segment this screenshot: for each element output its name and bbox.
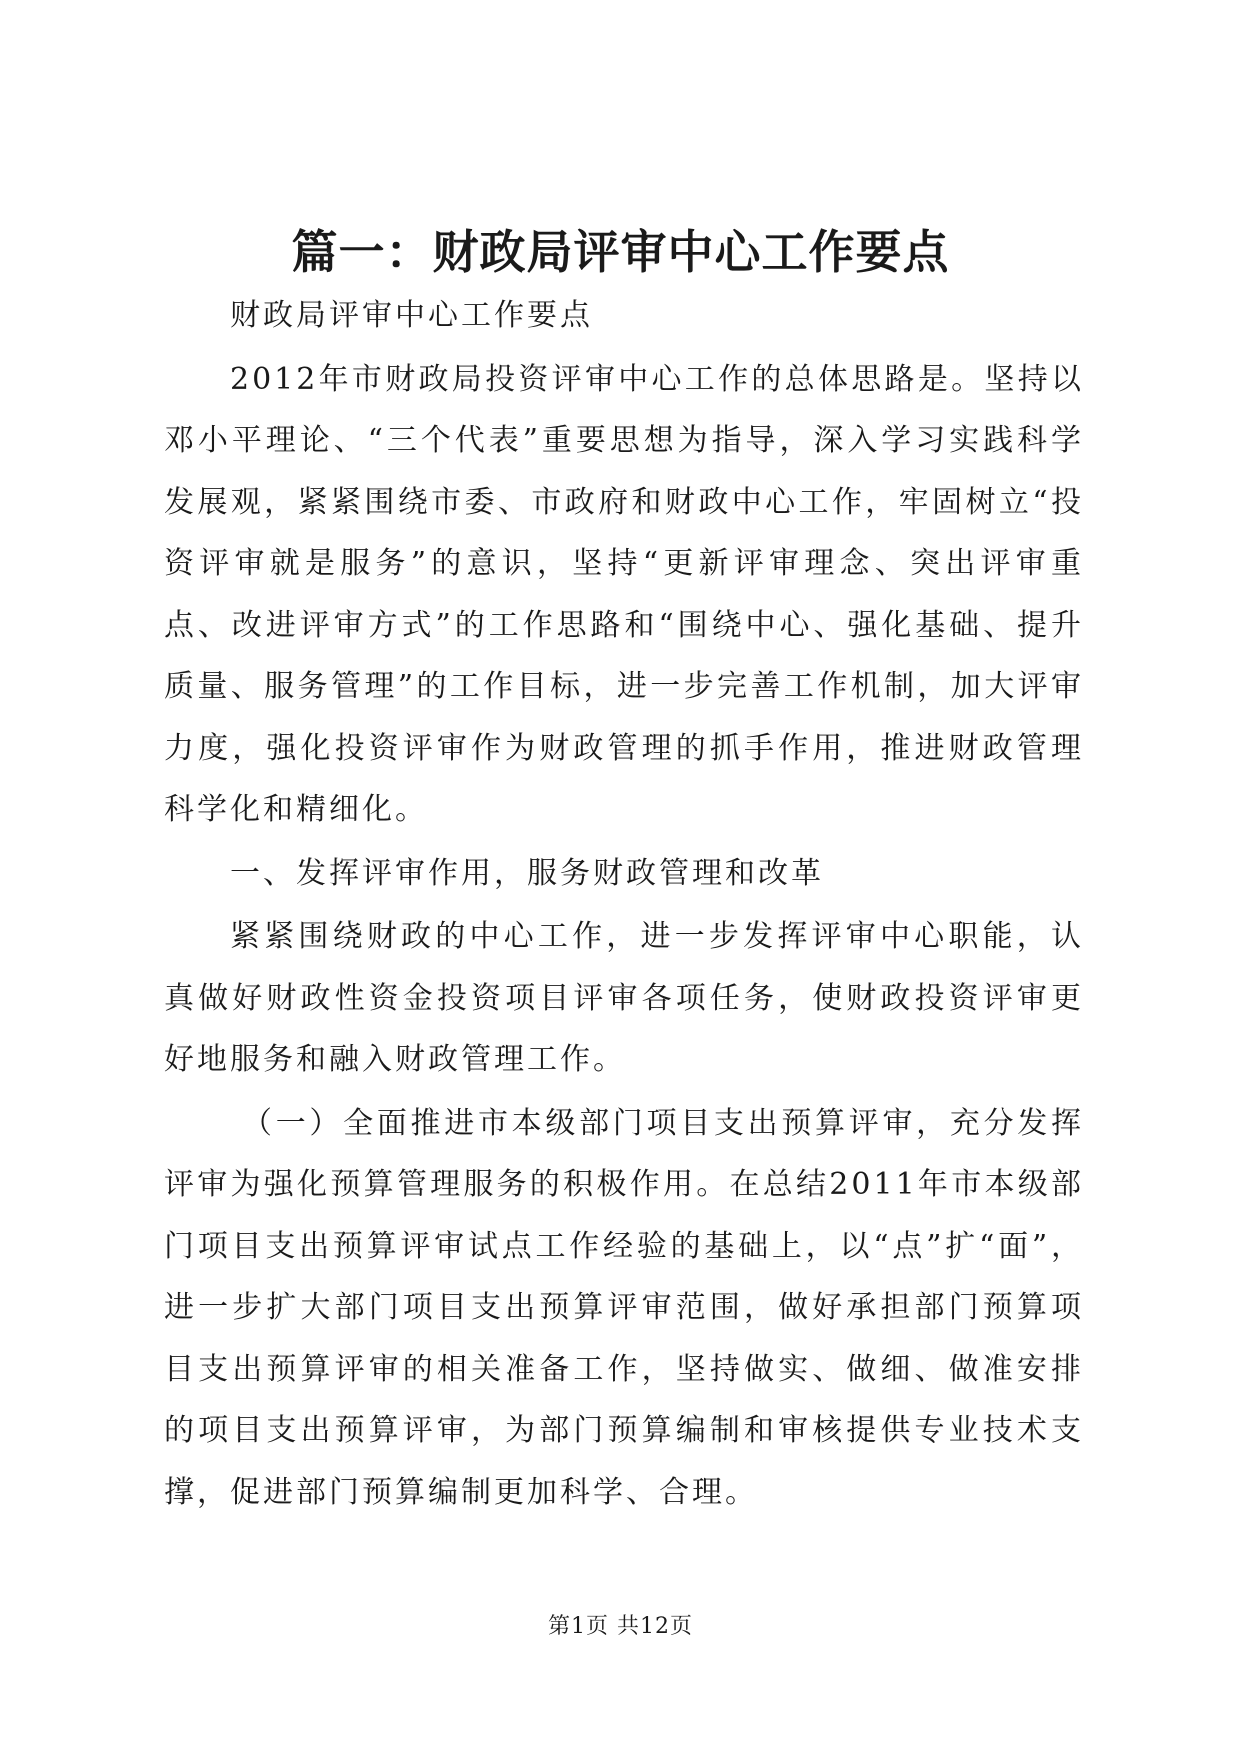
document-body [164,285,1084,1525]
section-heading-1: 一、发挥评审作用，服务财政管理和改革 [230,855,824,891]
page-number-footer: 第1页 共12页 [548,1614,693,1639]
document-title: 篇一：财政局评审中心工作要点 [291,225,950,279]
paragraph-section-1-intro: 紧紧围绕财政的中心工作，进一步发挥评审中心职能，认真做好财政性资金投资项目评审各项任务，使财政投资评审更好地服务和融入财政管理工作。 [164,919,1084,1077]
paragraph-overview: 2012年市财政局投资评审中心工作的总体思路是。坚持以邓小平理论、“三个代表”重要思想为指导，深入学习实践科学发展观，紧紧围绕市委、市政府和财政中心工作，牢固树立“投资评审就是服务”的意识，坚持“更新评审理念、突出评审重点、改进评审方式”的工作思路和“围绕中心、强化基础、提升质量、服务管理”的工作目标，进一步完善工作机制，加大评审力度，强化投资评审作为财政管理的抓手作用，推进财政管理科学化和精细化。 [164,361,1084,827]
paragraph-subsection-1: （一）全面推进市本级部门项目支出预算评审，充分发挥评审为强化预算管理服务的积极作用。在总结2011年市本级部门项目支出预算评审试点工作经验的基础上，以“点”扩“面”，进一步扩大部门项目支出预算评审范围，做好承担部门预算项目支出预算评审的相关准备工作，坚持做实、做细、做准安排的项目支出预算评审，为部门预算编制和审核提供专业技术支撑，促进部门预算编制更加科学、合理。 [164,1105,1084,1510]
paragraph-subtitle: 财政局评审中心工作要点 [230,298,593,333]
